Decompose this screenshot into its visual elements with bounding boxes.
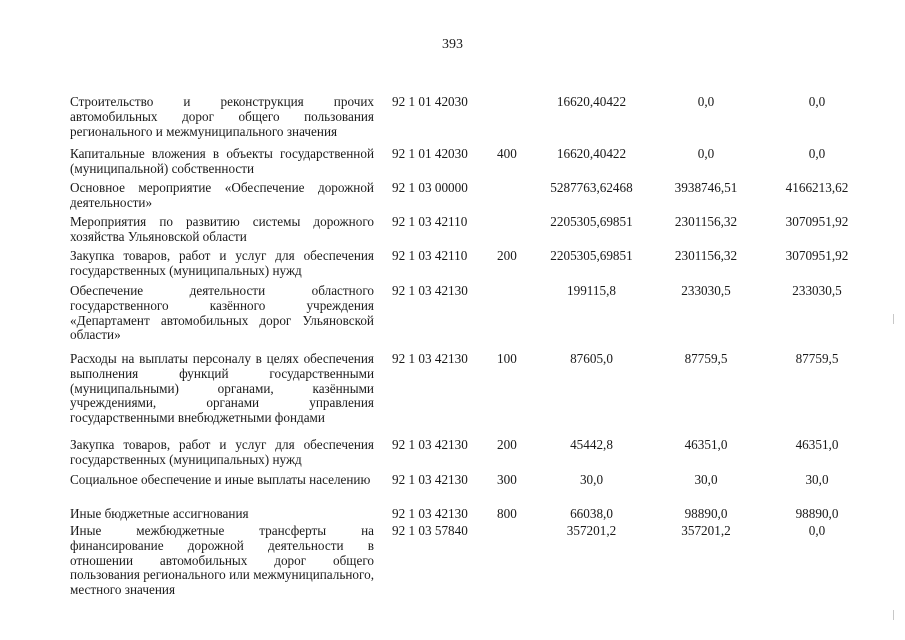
row-value-3: 87759,5	[795, 351, 839, 366]
row-value-2: 357201,2	[681, 523, 731, 538]
row-description: Мероприятия по развитию системы дорожного хозяйства Ульяновской области	[70, 214, 374, 244]
row-value-3: 233030,5	[792, 283, 842, 298]
row-value-1: 30,0	[579, 472, 604, 487]
row-description: Социальное обеспечение и иные выплаты населению	[70, 472, 371, 487]
row-description: Иные межбюджетные трансферты на финансирование дорожной деятельности в отношении автомобильных дорог общего пользования регионального или межмуниципального, местного значения	[70, 523, 374, 598]
row-value-1: 5287763,62468	[550, 180, 633, 195]
row-value-3: 46351,0	[795, 437, 839, 452]
row-value-1: 66038,0	[570, 506, 613, 521]
row-value-1: 16620,40422	[556, 146, 627, 161]
row-code: 92 1 03 57840	[392, 523, 468, 538]
row-value-1: 199115,8	[567, 283, 616, 298]
row-description: Закупка товаров, работ и услуг для обеспечения государственных (муниципальных) нужд	[70, 248, 374, 278]
row-code: 92 1 03 42110	[392, 248, 468, 263]
row-value-3: 3070951,92	[785, 248, 849, 263]
page-number: 393	[442, 37, 463, 52]
row-value-1: 2205305,69851	[550, 248, 633, 263]
row-vr: 800	[497, 506, 517, 521]
row-vr: 300	[497, 472, 517, 487]
scan-edge-mark	[893, 610, 894, 620]
row-value-2: 2301156,32	[674, 248, 738, 263]
row-code: 92 1 03 42130	[392, 283, 468, 298]
row-value-2: 0,0	[697, 94, 715, 109]
row-description: Капитальные вложения в объекты государственной (муниципальной) собственности	[70, 146, 374, 176]
row-vr: 200	[497, 248, 517, 263]
row-value-3: 0,0	[808, 523, 826, 538]
row-value-3: 0,0	[808, 146, 826, 161]
row-code: 92 1 03 42130	[392, 351, 468, 366]
row-code: 92 1 03 42130	[392, 437, 468, 452]
row-code: 92 1 01 42030	[392, 94, 468, 109]
row-value-2: 233030,5	[681, 283, 731, 298]
row-code: 92 1 03 42130	[392, 472, 468, 487]
row-value-2: 0,0	[697, 146, 715, 161]
row-code: 92 1 03 42130	[392, 506, 468, 521]
row-value-3: 3070951,92	[785, 214, 849, 229]
row-value-1: 87605,0	[570, 351, 613, 366]
row-value-2: 3938746,51	[674, 180, 738, 195]
row-value-3: 30,0	[805, 472, 829, 487]
row-value-1: 45442,8	[570, 437, 613, 452]
row-value-2: 87759,5	[684, 351, 728, 366]
row-value-1: 357201,2	[566, 523, 617, 538]
row-description: Обеспечение деятельности областного государственного казённого учреждения «Департамент автомобильных дорог Ульяновской области»	[70, 283, 374, 343]
row-description: Строительство и реконструкция прочих автомобильных дорог общего пользования регионального и межмуниципального значения	[70, 94, 374, 139]
row-vr: 200	[497, 437, 517, 452]
row-description: Расходы на выплаты персоналу в целях обеспечения выполнения функций государственными (муниципальными) органами, казёнными учреждениями, органами управления государственными внебюджетными фондами	[70, 351, 374, 426]
row-description: Закупка товаров, работ и услуг для обеспечения государственных (муниципальных) нужд	[70, 437, 374, 467]
row-vr: 100	[497, 351, 517, 366]
scan-edge-mark	[893, 314, 894, 324]
row-code: 92 1 01 42030	[392, 146, 468, 161]
row-value-3: 0,0	[808, 94, 826, 109]
row-description: Основное мероприятие «Обеспечение дорожной деятельности»	[70, 180, 374, 210]
row-value-2: 46351,0	[684, 437, 728, 452]
row-code: 92 1 03 42110	[392, 214, 468, 229]
row-value-1: 2205305,69851	[550, 214, 633, 229]
row-code: 92 1 03 00000	[392, 180, 468, 195]
row-value-2: 98890,0	[684, 506, 728, 521]
row-value-1: 16620,40422	[556, 94, 627, 109]
row-vr: 400	[497, 146, 517, 161]
row-value-2: 30,0	[694, 472, 718, 487]
row-description: Иные бюджетные ассигнования	[70, 506, 249, 521]
row-value-3: 4166213,62	[785, 180, 849, 195]
row-value-3: 98890,0	[795, 506, 839, 521]
row-value-2: 2301156,32	[674, 214, 738, 229]
